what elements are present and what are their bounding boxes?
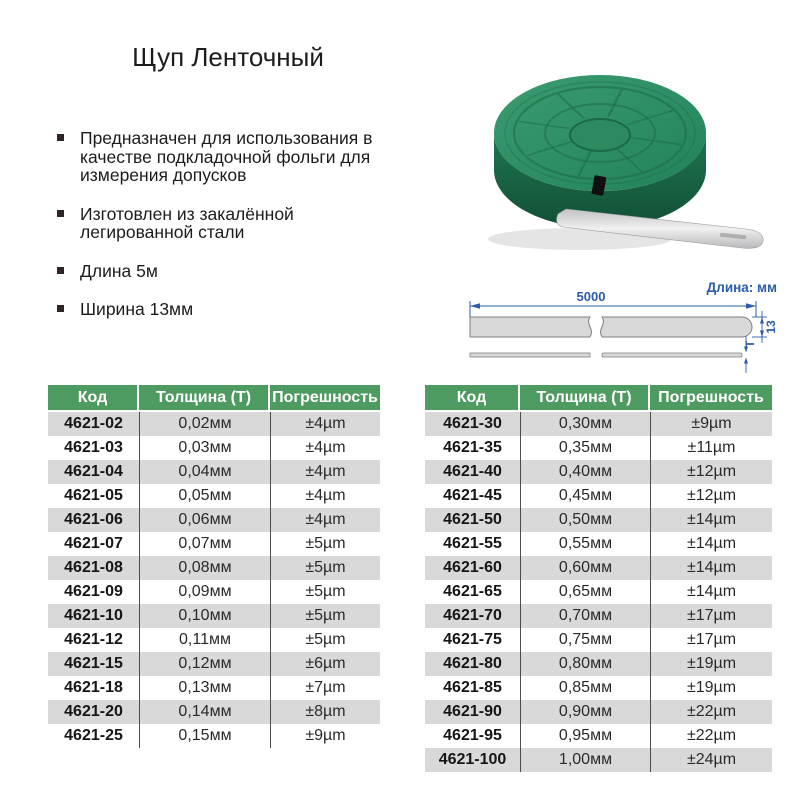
table-row bbox=[425, 628, 772, 652]
table-row bbox=[48, 556, 380, 580]
table-row bbox=[425, 748, 772, 772]
thickness-cell: 0,65мм bbox=[520, 580, 650, 604]
tolerance-cell: ±8µm bbox=[270, 700, 380, 724]
code-cell: 4621-35 bbox=[425, 436, 520, 460]
width-dimension-value: 13 bbox=[764, 320, 778, 334]
code-cell: 4621-95 bbox=[425, 724, 520, 748]
code-cell: 4621-20 bbox=[48, 700, 139, 724]
thickness-cell: 0,08мм bbox=[139, 556, 270, 580]
column-header-tolerance: Погрешность bbox=[270, 385, 380, 412]
page-title: Щуп Ленточный bbox=[132, 42, 324, 72]
table-row bbox=[48, 580, 380, 604]
tolerance-cell: ±17µm bbox=[650, 604, 772, 628]
code-cell: 4621-15 bbox=[48, 652, 139, 676]
column-header-thickness: Толщина (Т) bbox=[139, 385, 270, 412]
column-header-tolerance: Погрешность bbox=[650, 385, 772, 412]
drawing-units-label: Длина: мм bbox=[706, 280, 777, 295]
table-row bbox=[425, 508, 772, 532]
tolerance-cell: ±5µm bbox=[270, 604, 380, 628]
thickness-cell: 0,07мм bbox=[139, 532, 270, 556]
table-row bbox=[48, 652, 380, 676]
table-row bbox=[425, 652, 772, 676]
tolerance-cell: ±5µm bbox=[270, 628, 380, 652]
code-cell: 4621-18 bbox=[48, 676, 139, 700]
code-cell: 4621-75 bbox=[425, 628, 520, 652]
tolerance-cell: ±4µm bbox=[270, 484, 380, 508]
thickness-cell: 0,80мм bbox=[520, 652, 650, 676]
table-body bbox=[425, 412, 772, 772]
code-cell: 4621-30 bbox=[425, 412, 520, 436]
table-row bbox=[425, 460, 772, 484]
table-row bbox=[48, 676, 380, 700]
feature-bullet: Изготовлен из закалённой легированной стали bbox=[56, 205, 374, 242]
thickness-cell: 0,40мм bbox=[520, 460, 650, 484]
tolerance-cell: ±7µm bbox=[270, 676, 380, 700]
length-dimension-lines bbox=[470, 301, 756, 317]
tolerance-cell: ±19µm bbox=[650, 676, 772, 700]
column-header-thickness: Толщина (Т) bbox=[520, 385, 650, 412]
thickness-cell: 0,90мм bbox=[520, 700, 650, 724]
tolerance-cell: ±9µm bbox=[270, 724, 380, 748]
thickness-cell: 0,35мм bbox=[520, 436, 650, 460]
code-cell: 4621-02 bbox=[48, 412, 139, 436]
thickness-cell: 0,04мм bbox=[139, 460, 270, 484]
code-cell: 4621-03 bbox=[48, 436, 139, 460]
table-row bbox=[425, 556, 772, 580]
tolerance-cell: ±4µm bbox=[270, 412, 380, 436]
code-cell: 4621-90 bbox=[425, 700, 520, 724]
tolerance-cell: ±17µm bbox=[650, 628, 772, 652]
code-cell: 4621-65 bbox=[425, 580, 520, 604]
thickness-cell: 0,11мм bbox=[139, 628, 270, 652]
code-cell: 4621-05 bbox=[48, 484, 139, 508]
thickness-cell: 0,05мм bbox=[139, 484, 270, 508]
thickness-cell: 0,85мм bbox=[520, 676, 650, 700]
table-row bbox=[48, 724, 380, 748]
tolerance-cell: ±12µm bbox=[650, 484, 772, 508]
tolerance-cell: ±22µm bbox=[650, 700, 772, 724]
tolerance-cell: ±4µm bbox=[270, 460, 380, 484]
code-cell: 4621-09 bbox=[48, 580, 139, 604]
tolerance-cell: ±9µm bbox=[650, 412, 772, 436]
thickness-cell: 0,55мм bbox=[520, 532, 650, 556]
tolerance-cell: ±24µm bbox=[650, 748, 772, 772]
thickness-cell: 0,02мм bbox=[139, 412, 270, 436]
code-cell: 4621-06 bbox=[48, 508, 139, 532]
table-row bbox=[425, 412, 772, 436]
tolerance-cell: ±19µm bbox=[650, 652, 772, 676]
tolerance-cell: ±6µm bbox=[270, 652, 380, 676]
thickness-cell: 0,13мм bbox=[139, 676, 270, 700]
thickness-cell: 0,09мм bbox=[139, 580, 270, 604]
reel-center-logo-oval bbox=[570, 119, 630, 151]
feature-list bbox=[56, 129, 374, 339]
spec-table-thin-sizes bbox=[48, 385, 380, 748]
tolerance-cell: ±22µm bbox=[650, 724, 772, 748]
code-cell: 4621-45 bbox=[425, 484, 520, 508]
tolerance-cell: ±5µm bbox=[270, 580, 380, 604]
tolerance-cell: ±4µm bbox=[270, 436, 380, 460]
thickness-cell: 0,45мм bbox=[520, 484, 650, 508]
thickness-cell: 0,75мм bbox=[520, 628, 650, 652]
table-row bbox=[425, 676, 772, 700]
tolerance-cell: ±14µm bbox=[650, 532, 772, 556]
table-header-row bbox=[425, 385, 772, 412]
tolerance-cell: ±14µm bbox=[650, 508, 772, 532]
tolerance-cell: ±4µm bbox=[270, 508, 380, 532]
code-cell: 4621-100 bbox=[425, 748, 520, 772]
length-dimension-value: 5000 bbox=[576, 289, 606, 304]
table-row bbox=[48, 532, 380, 556]
thickness-cell: 0,10мм bbox=[139, 604, 270, 628]
dimension-drawing bbox=[440, 272, 800, 376]
tolerance-cell: ±5µm bbox=[270, 532, 380, 556]
feature-bullet: Ширина 13мм bbox=[56, 300, 374, 319]
tolerance-cell: ±12µm bbox=[650, 460, 772, 484]
code-cell: 4621-10 bbox=[48, 604, 139, 628]
code-cell: 4621-70 bbox=[425, 604, 520, 628]
table-row bbox=[425, 532, 772, 556]
thickness-cell: 0,30мм bbox=[520, 412, 650, 436]
thickness-cell: 0,12мм bbox=[139, 652, 270, 676]
thickness-cell: 0,03мм bbox=[139, 436, 270, 460]
table-row bbox=[48, 436, 380, 460]
thickness-cell: 0,70мм bbox=[520, 604, 650, 628]
code-cell: 4621-60 bbox=[425, 556, 520, 580]
code-cell: 4621-55 bbox=[425, 532, 520, 556]
table-row bbox=[425, 580, 772, 604]
table-row bbox=[48, 508, 380, 532]
table-row bbox=[48, 700, 380, 724]
table-row bbox=[425, 436, 772, 460]
table-header-row bbox=[48, 385, 380, 412]
code-cell: 4621-80 bbox=[425, 652, 520, 676]
tolerance-cell: ±11µm bbox=[650, 436, 772, 460]
thickness-dimension-label: T bbox=[745, 340, 757, 348]
feature-bullet: Длина 5м bbox=[56, 262, 374, 281]
spec-table-thick-sizes bbox=[425, 385, 772, 772]
product-photo-feeler-tape-reel bbox=[470, 58, 770, 270]
thickness-cell: 0,14мм bbox=[139, 700, 270, 724]
tolerance-cell: ±5µm bbox=[270, 556, 380, 580]
code-cell: 4621-25 bbox=[48, 724, 139, 748]
column-header-code: Код bbox=[425, 385, 520, 412]
code-cell: 4621-40 bbox=[425, 460, 520, 484]
tape-top-view bbox=[470, 317, 752, 337]
table-row bbox=[48, 412, 380, 436]
code-cell: 4621-07 bbox=[48, 532, 139, 556]
code-cell: 4621-04 bbox=[48, 460, 139, 484]
tolerance-cell: ±14µm bbox=[650, 556, 772, 580]
thickness-cell: 0,60мм bbox=[520, 556, 650, 580]
code-cell: 4621-12 bbox=[48, 628, 139, 652]
thickness-cell: 0,15мм bbox=[139, 724, 270, 748]
code-cell: 4621-50 bbox=[425, 508, 520, 532]
table-row bbox=[425, 700, 772, 724]
thickness-cell: 0,50мм bbox=[520, 508, 650, 532]
table-row bbox=[425, 724, 772, 748]
column-header-code: Код bbox=[48, 385, 139, 412]
table-row bbox=[48, 604, 380, 628]
table-row bbox=[48, 460, 380, 484]
tolerance-cell: ±14µm bbox=[650, 580, 772, 604]
tape-side-view bbox=[470, 353, 742, 357]
table-row bbox=[425, 484, 772, 508]
code-cell: 4621-85 bbox=[425, 676, 520, 700]
feature-bullet: Предназначен для использования в качестве подкладочной фольги для измерения допусков bbox=[56, 129, 374, 185]
table-body bbox=[48, 412, 380, 748]
table-row bbox=[48, 628, 380, 652]
table-row bbox=[425, 604, 772, 628]
table-row bbox=[48, 484, 380, 508]
thickness-cell: 0,95мм bbox=[520, 724, 650, 748]
code-cell: 4621-08 bbox=[48, 556, 139, 580]
thickness-cell: 0,06мм bbox=[139, 508, 270, 532]
thickness-cell: 1,00мм bbox=[520, 748, 650, 772]
